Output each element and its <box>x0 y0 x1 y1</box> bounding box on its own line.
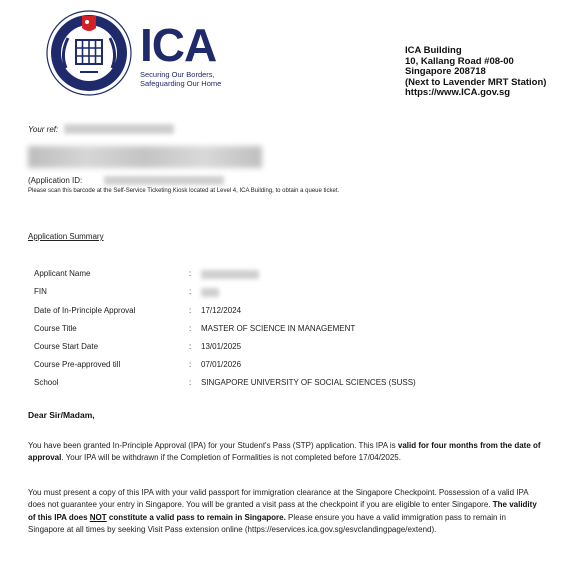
tagline-line-2: Safeguarding Our Home <box>140 79 222 88</box>
row-separator: : <box>189 360 192 369</box>
row-label: Course Start Date <box>34 342 99 351</box>
application-id <box>28 176 82 185</box>
ica-wordmark: ICA <box>140 19 217 71</box>
row-label: School <box>34 378 59 387</box>
address-line-1: ICA Building <box>405 45 462 56</box>
address-line-2: 10, Kallang Road #08-00 <box>405 55 514 67</box>
row-label: Course Title <box>34 324 77 333</box>
p1-text-c: . Your IPA will be withdrawn if the Completion of Formalities is not completed before 17/04/2025. <box>61 453 401 463</box>
your-ref-label: Your ref: <box>28 125 59 134</box>
address-block <box>405 46 546 99</box>
website-link[interactable]: https://www.ICA.gov.sg <box>405 87 511 98</box>
redacted-applicant-name <box>201 270 259 279</box>
row-label: FIN <box>34 287 47 296</box>
row-separator: : <box>189 378 192 387</box>
ica-seal-icon <box>46 10 132 96</box>
p2-emphasis-a: The validity of this IPA does <box>28 500 537 522</box>
your-ref <box>28 125 58 134</box>
row-label: Applicant Name <box>34 269 91 278</box>
row-separator: : <box>189 287 192 296</box>
row-separator: : <box>189 269 192 278</box>
p2-emphasis-c: constitute a valid pass to remain in Singapore. <box>106 512 286 522</box>
p1-validity-emphasis: valid for four months from the date of approval <box>28 441 541 463</box>
greeting: Dear Sir/Madam, <box>28 410 95 420</box>
address-line-3: Singapore 208718 <box>405 66 486 77</box>
row-value: 17/12/2024 <box>201 306 242 315</box>
paragraph-2 <box>28 487 543 537</box>
paragraph-1 <box>28 440 543 465</box>
address-line-4: (Next to Lavender MRT Station) <box>405 76 547 88</box>
row-value: 13/01/2025 <box>201 342 242 351</box>
redacted-barcode <box>28 146 262 168</box>
application-id-label: (Application ID: <box>28 176 83 185</box>
row-label: Date of In-Principle Approval <box>34 306 136 315</box>
ica-brand <box>140 19 222 88</box>
row-separator: : <box>189 342 192 351</box>
p2-not-underlined: NOT <box>89 512 107 522</box>
row-separator: : <box>189 306 192 315</box>
tagline-line-1: Securing Our Borders, <box>140 70 215 79</box>
row-value: 07/01/2026 <box>201 360 242 369</box>
redacted-application-id <box>104 176 224 185</box>
row-label: Course Pre-approved till <box>34 360 121 369</box>
p2-text-a: You must present a copy of this IPA with your valid passport for immigration clearance at the Singapore Checkpoint. Possession of a valid IPA does not guarantee your entry in Singapore. You will be granted a visit pass at the checkpoint if you are eligible to enter Singapore. <box>28 488 529 510</box>
scan-instruction: Please scan this barcode at the Self-Service Ticketing Kiosk located at Level 4, ICA Building, to obtain a queue ticket. <box>28 188 340 194</box>
application-summary-title: Application Summary <box>28 232 104 241</box>
row-value: MASTER OF SCIENCE IN MANAGEMENT <box>201 324 356 333</box>
p1-text-a: You have been granted In-Principle Approval (IPA) for your Student's Pass (STP) application. This IPA is <box>28 441 398 450</box>
p2-text-c: Please ensure you have a valid immigration pass to remain in Singapore at all times by seeking Visit Pass extension online (https://eservices.ica.gov.sg/esvclandingpage/extend). <box>28 512 506 535</box>
row-separator: : <box>189 324 192 333</box>
row-value: SINGAPORE UNIVERSITY OF SOCIAL SCIENCES (SUSS) <box>201 378 416 387</box>
redacted-fin <box>201 288 219 297</box>
redacted-ref <box>64 124 174 134</box>
